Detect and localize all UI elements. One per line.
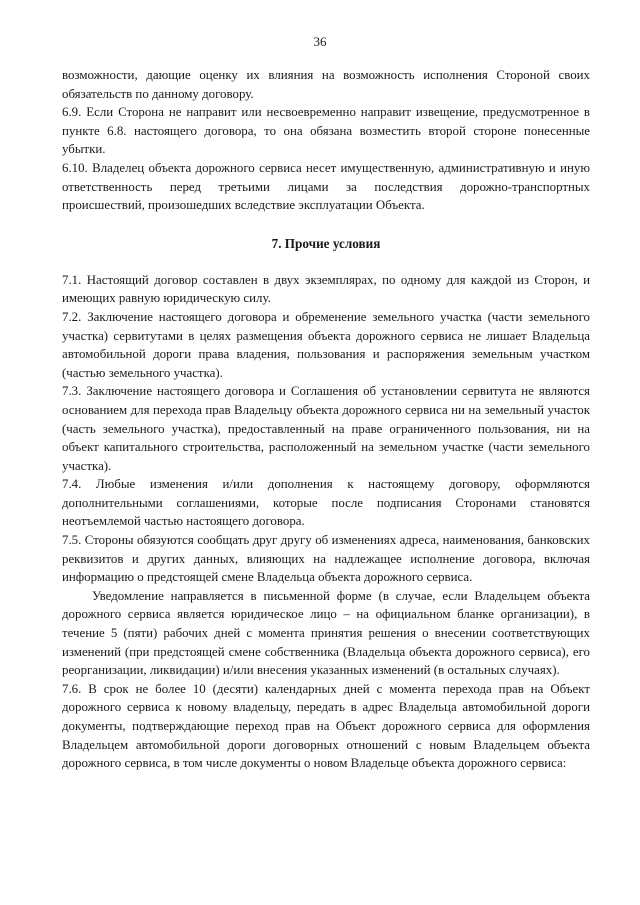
- paragraph-6-9: 6.9. Если Сторона не направит или несвоевременно направит извещение, предусмотренное в пункте 6.8. настоящего договора, то она обязана возместить второй стороне понесенные убытки.: [62, 105, 590, 157]
- paragraph-7-4: 7.4. Любые изменения и/или дополнения к настоящему договору, оформляются дополнительными соглашениями, которые после подписания Сторонами становятся неотъемлемой частью настоящего договора.: [62, 477, 590, 529]
- paragraph-7-1: 7.1. Настоящий договор составлен в двух экземплярах, по одному для каждой из Сторон, и имеющих равную юридическую силу.: [62, 272, 590, 306]
- document-body: [62, 66, 590, 773]
- paragraph-7-6: 7.6. В срок не более 10 (десяти) календарных дней с момента перехода прав на Объект дорожного сервиса к новому владельцу, передать в адрес Владельца автомобильной дороги документы, подтверждающие переход прав на Объект дорожного сервиса для оформления Владельцем автомобильной дороги договорных отношений с новым Владельцем объекта дорожного сервиса, в том числе документы о новом Владельце объекта дорожного сервиса:: [62, 681, 590, 771]
- paragraph-notification: Уведомление направляется в письменной форме (в случае, если Владельцем объекта дорожного сервиса является юридическое лицо – на официальном бланке организации), в течение 5 (пяти) рабочих дней с момента принятия решения о внесении соответствующих изменений (при предстоящей смене собственника (Владельца объекта дорожного сервиса), его реорганизации, ликвидации) и/или внесения указанных изменений (в остальных случаях).: [62, 588, 590, 678]
- section-heading: 7. Прочие условия: [271, 235, 381, 251]
- paragraph-7-5: 7.5. Стороны обязуются сообщать друг другу об изменениях адреса, наименования, банковских реквизитов и других данных, влияющих на надлежащее исполнение договора, включая информацию о предстоящей смене Владельца объекта дорожного сервиса.: [62, 533, 590, 585]
- paragraph-6-8-continued: возможности, дающие оценку их влияния на возможность исполнения Стороной своих обязательств по данному договору.: [62, 68, 590, 101]
- paragraph-6-10: 6.10. Владелец объекта дорожного сервиса несет имущественную, административную и иную ответственность перед третьими лицами за последствия дорожно-транспортных происшествий, произошедших вследствие эксплуатации Объекта.: [62, 160, 590, 213]
- page-number: 36: [313, 34, 327, 49]
- paragraph-7-2: 7.2. Заключение настоящего договора и обременение земельного участка (части земельного участка) сервитутами в целях размещения объекта дорожного сервиса не лишает Владельца автомобильной дороги права владения, пользования и распоряжения земельным участком (частью земельного участка).: [62, 309, 590, 380]
- paragraph-7-3: 7.3. Заключение настоящего договора и Соглашения об установлении сервитута не являются основанием для перехода прав Владельцу объекта дорожного сервиса ни на земельный участок (часть земельного участка), предоставленный на праве ограниченного пользования, ни на объект капитального строительства, расположенный на земельном участке (части земельного участка).: [62, 384, 590, 473]
